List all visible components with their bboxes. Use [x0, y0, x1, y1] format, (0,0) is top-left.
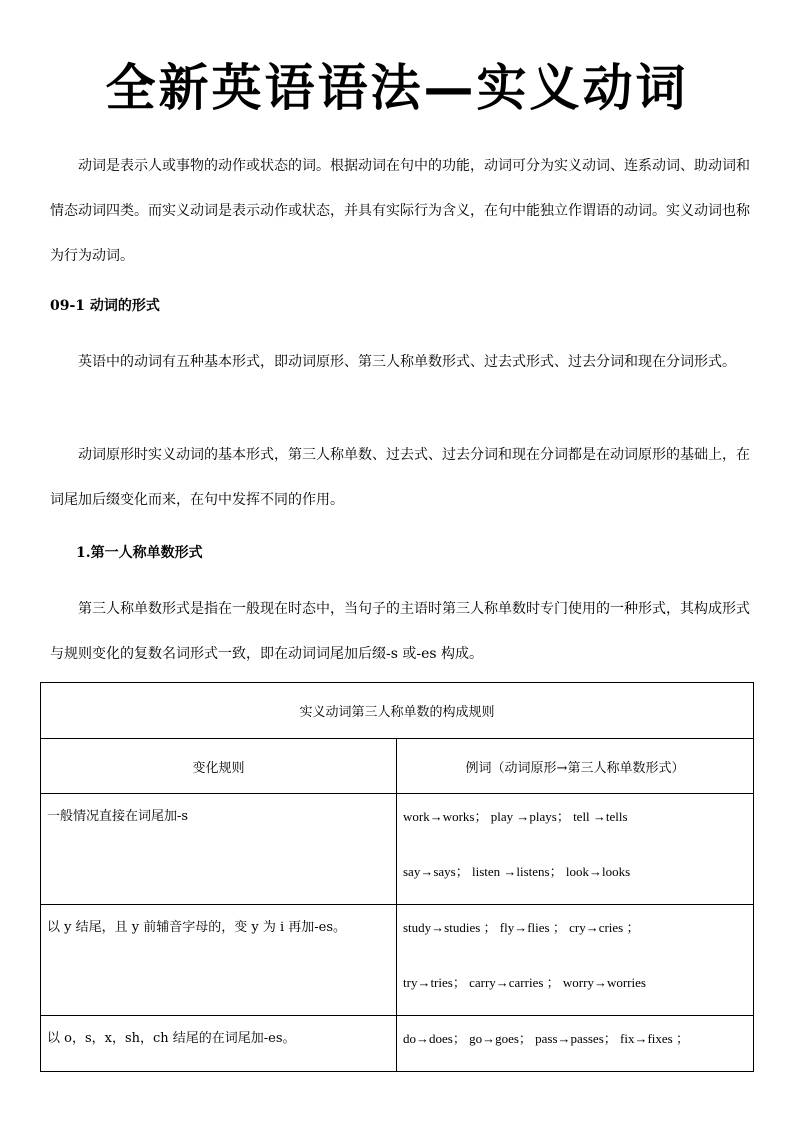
examples-cell — [397, 1016, 754, 1072]
example-line: say→says； listen →listens； look→looks — [403, 864, 631, 879]
table-row — [41, 1016, 754, 1072]
example-line: work→works； play →plays； tell →tells — [403, 809, 628, 824]
example-line: do→does； go→goes； pass→passes； fix→fixes ； — [403, 1031, 689, 1046]
forms-paragraph: 英语中的动词有五种基本形式，即动词原形、第三人称单数形式、过去式形式、过去分词和现在分词形式。 — [78, 354, 736, 370]
rule-cell — [41, 794, 397, 905]
base-form-paragraph: 动词原形时实义动词的基本形式，第三人称单数、过去式、过去分词和现在分词都是在动词原形的基础上，在词尾加后缀变化而来，在句中发挥不同的作用。 — [50, 447, 750, 508]
section-heading: 09-1 动词的形式 — [50, 298, 160, 314]
rule-cell — [41, 905, 397, 1016]
rule-cell — [41, 1016, 397, 1072]
column-header-rule: 变化规则 — [41, 739, 397, 794]
subsection-heading: 1.第一人称单数形式 — [76, 545, 203, 561]
examples-cell — [397, 905, 754, 1016]
intro-paragraph: 动词是表示人或事物的动作或状态的词。根据动词在句中的功能，动词可分为实义动词、连系动词、助动词和情态动词四类。而实义动词是表示动作或状态，并具有实际行为含义，在句中能独立作谓语的动词。实义动词也称为行为动词。 — [50, 158, 750, 264]
third-person-paragraph: 第三人称单数形式是指在一般现在时态中，当句子的主语时第三人称单数时专门使用的一种形式，其构成形式与规则变化的复数名词形式一致，即在动词词尾加后缀-s 或-es 构成。 — [50, 601, 750, 662]
rule-text: 以 y 结尾，且 y 前辅音字母的，变 y 为 i 再加-es。 — [47, 920, 347, 935]
example-line: try→tries； carry→carries ； worry→worries — [403, 975, 646, 990]
page-title: 全新英语语法—实义动词 — [105, 59, 689, 117]
rules-table — [40, 682, 754, 1072]
table-caption: 实义动词第三人称单数的构成规则 — [41, 683, 754, 739]
table-row — [41, 794, 754, 905]
rule-text: 一般情况直接在词尾加-s — [47, 809, 189, 824]
column-header-examples: 例词（动词原形→第三人称单数形式） — [397, 739, 754, 794]
example-line: study→studies ； fly→flies ； cry→cries ； — [403, 920, 640, 935]
table-row — [41, 905, 754, 1016]
examples-cell — [397, 794, 754, 905]
rule-text: 以 o，s，x，sh，ch 结尾的在词尾加-es。 — [47, 1031, 296, 1046]
